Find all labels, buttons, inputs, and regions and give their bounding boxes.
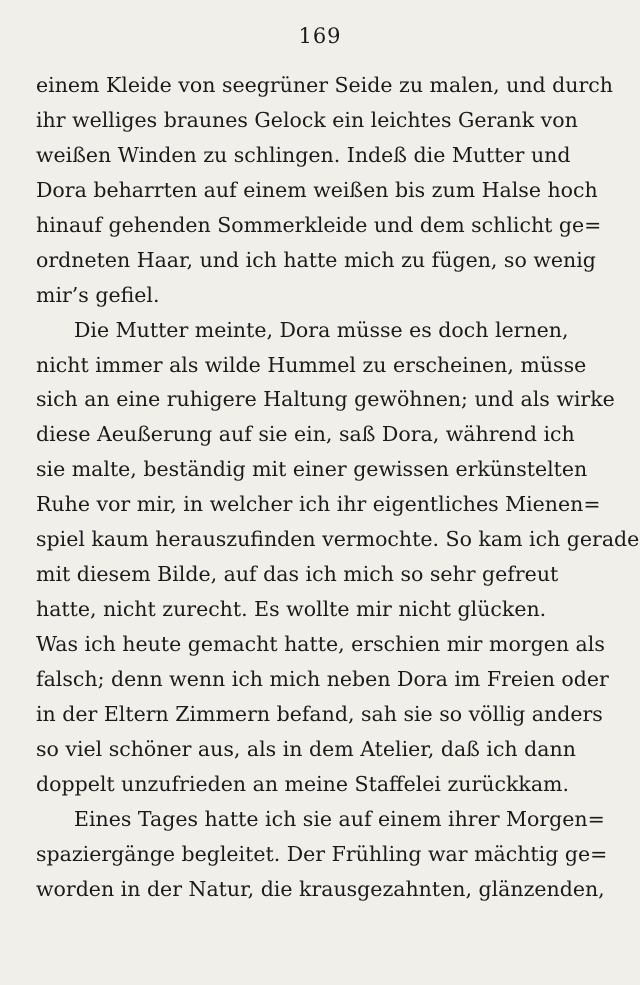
text-line: worden in der Natur, die krausgezahnten, glänzenden, — [36, 876, 605, 901]
text-line: Was ich heute gemacht hatte, erschien mir morgen als — [36, 632, 605, 656]
text-line: einem Kleide von seegrüner Seide zu malen, und durch — [36, 73, 613, 97]
text-line: in der Eltern Zimmern befand, sah sie so völlig anders — [36, 701, 603, 726]
text-line: spaziergänge begleitet. Der Frühling war mächtig ge= — [36, 841, 608, 866]
page-number: 169 — [298, 24, 342, 48]
text-line: spiel kaum herauszufinden vermochte. So kam ich gerade — [36, 527, 640, 552]
text-line: hatte, nicht zurecht. Es wollte mir nicht glücken. — [36, 597, 547, 622]
text-line: Die Mutter meinte, Dora müsse es doch lernen, — [74, 317, 569, 342]
text-line: mir’s gefiel. — [36, 282, 160, 307]
text-line: sie malte, beständig mit einer gewissen erkünstelten — [36, 457, 588, 482]
text-line: Ruhe vor mir, in welcher ich ihr eigentliches Mienen= — [36, 492, 601, 517]
text-line: diese Aeußerung auf sie ein, saß Dora, während ich — [36, 422, 575, 447]
text-line: sich an eine ruhigere Haltung gewöhnen; und als wirke — [36, 387, 615, 412]
text-line: weißen Winden zu schlingen. Indeß die Mutter und — [36, 142, 571, 167]
body-text — [36, 68, 640, 907]
text-line: Eines Tages hatte ich sie auf einem ihrer Morgen= — [74, 806, 605, 831]
text-line: falsch; denn wenn ich mich neben Dora im Freien oder — [36, 666, 609, 691]
text-line: mit diesem Bilde, auf das ich mich so sehr gefreut — [36, 562, 559, 587]
text-line: so viel schöner aus, als in dem Atelier, daß ich dann — [36, 736, 576, 761]
text-line: nicht immer als wilde Hummel zu erscheinen, müsse — [36, 352, 587, 377]
text-line: doppelt unzufrieden an meine Staffelei zurückkam. — [36, 771, 569, 796]
text-line: ordneten Haar, und ich hatte mich zu fügen, so wenig — [36, 247, 596, 272]
text-line: hinauf gehenden Sommerkleide und dem schlicht ge= — [36, 212, 602, 237]
text-line: ihr welliges braunes Gelock ein leichtes Gerank von — [36, 107, 578, 132]
text-line: Dora beharrten auf einem weißen bis zum Halse hoch — [36, 177, 598, 202]
